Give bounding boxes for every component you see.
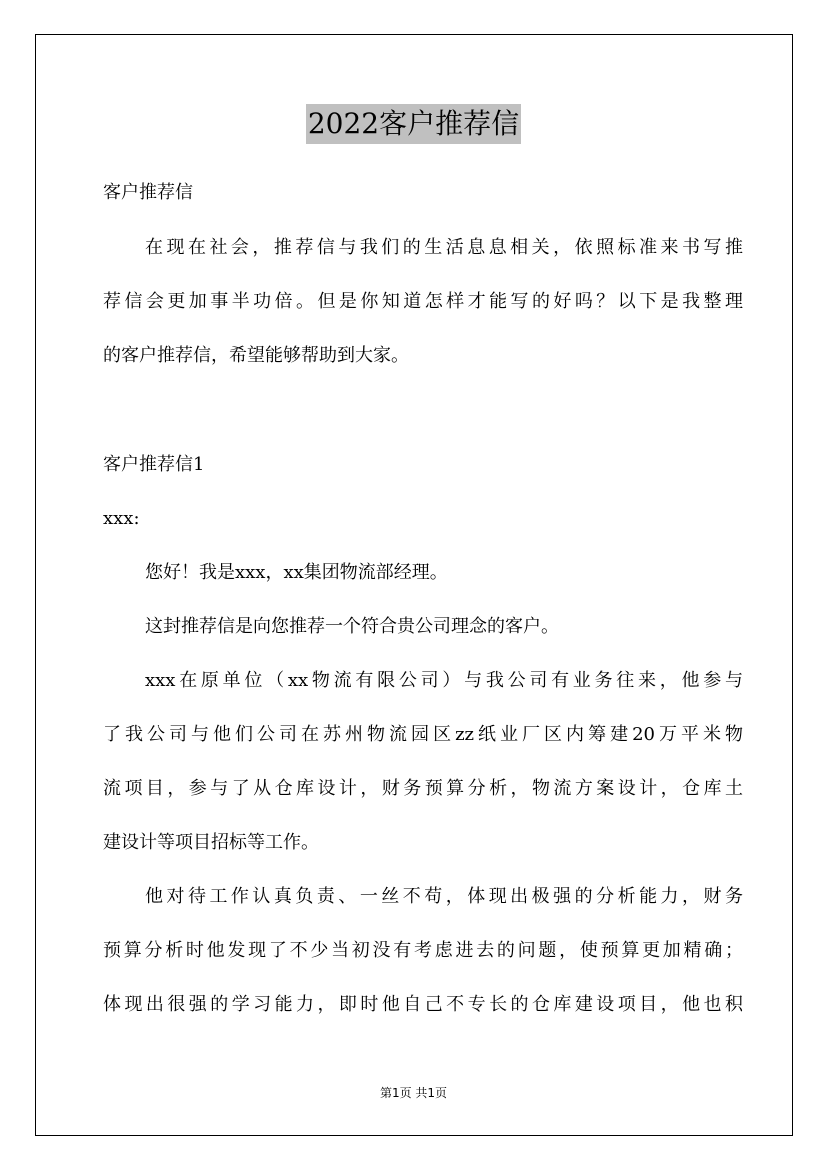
- section-heading: 客户推荐信1: [103, 454, 205, 475]
- salutation: xxx:: [103, 508, 140, 529]
- page-footer: 第1页 共1页: [379, 1086, 448, 1100]
- paragraph-line: 在现在社会，推荐信与我们的生活息息相关，依照标准来书写推: [145, 237, 743, 258]
- paragraph-line: 的客户推荐信，希望能够帮助到大家。: [103, 345, 409, 366]
- paragraph-line: 流项目，参与了从仓库设计，财务预算分析，物流方案设计，仓库土: [103, 778, 743, 799]
- paragraph-line: 建设计等项目招标等工作。: [103, 832, 319, 853]
- paragraph-line: 这封推荐信是向您推荐一个符合贵公司理念的客户。: [145, 616, 559, 637]
- document-title: 2022客户推荐信: [306, 104, 521, 144]
- paragraph-line: 您好！我是xxx，xx集团物流部经理。: [145, 562, 448, 583]
- paragraph-line: 他对待工作认真负责、一丝不苟，体现出极强的分析能力，财务: [145, 886, 743, 907]
- paragraph-line: 预算分析时他发现了不少当初没有考虑进去的问题，使预算更加精确；: [103, 940, 743, 961]
- paragraph-line: xxx在原单位（xx物流有限公司）与我公司有业务往来，他参与: [145, 670, 743, 691]
- section-heading: 客户推荐信: [103, 182, 193, 203]
- paragraph-line: 体现出很强的学习能力，即时他自己不专长的仓库建设项目，他也积: [103, 994, 743, 1015]
- title-container: [0, 104, 827, 144]
- paragraph-line: 荐信会更加事半功倍。但是你知道怎样才能写的好吗？以下是我整理: [103, 291, 743, 312]
- paragraph-line: 了我公司与他们公司在苏州物流园区zz纸业厂区内筹建20万平米物: [103, 724, 743, 745]
